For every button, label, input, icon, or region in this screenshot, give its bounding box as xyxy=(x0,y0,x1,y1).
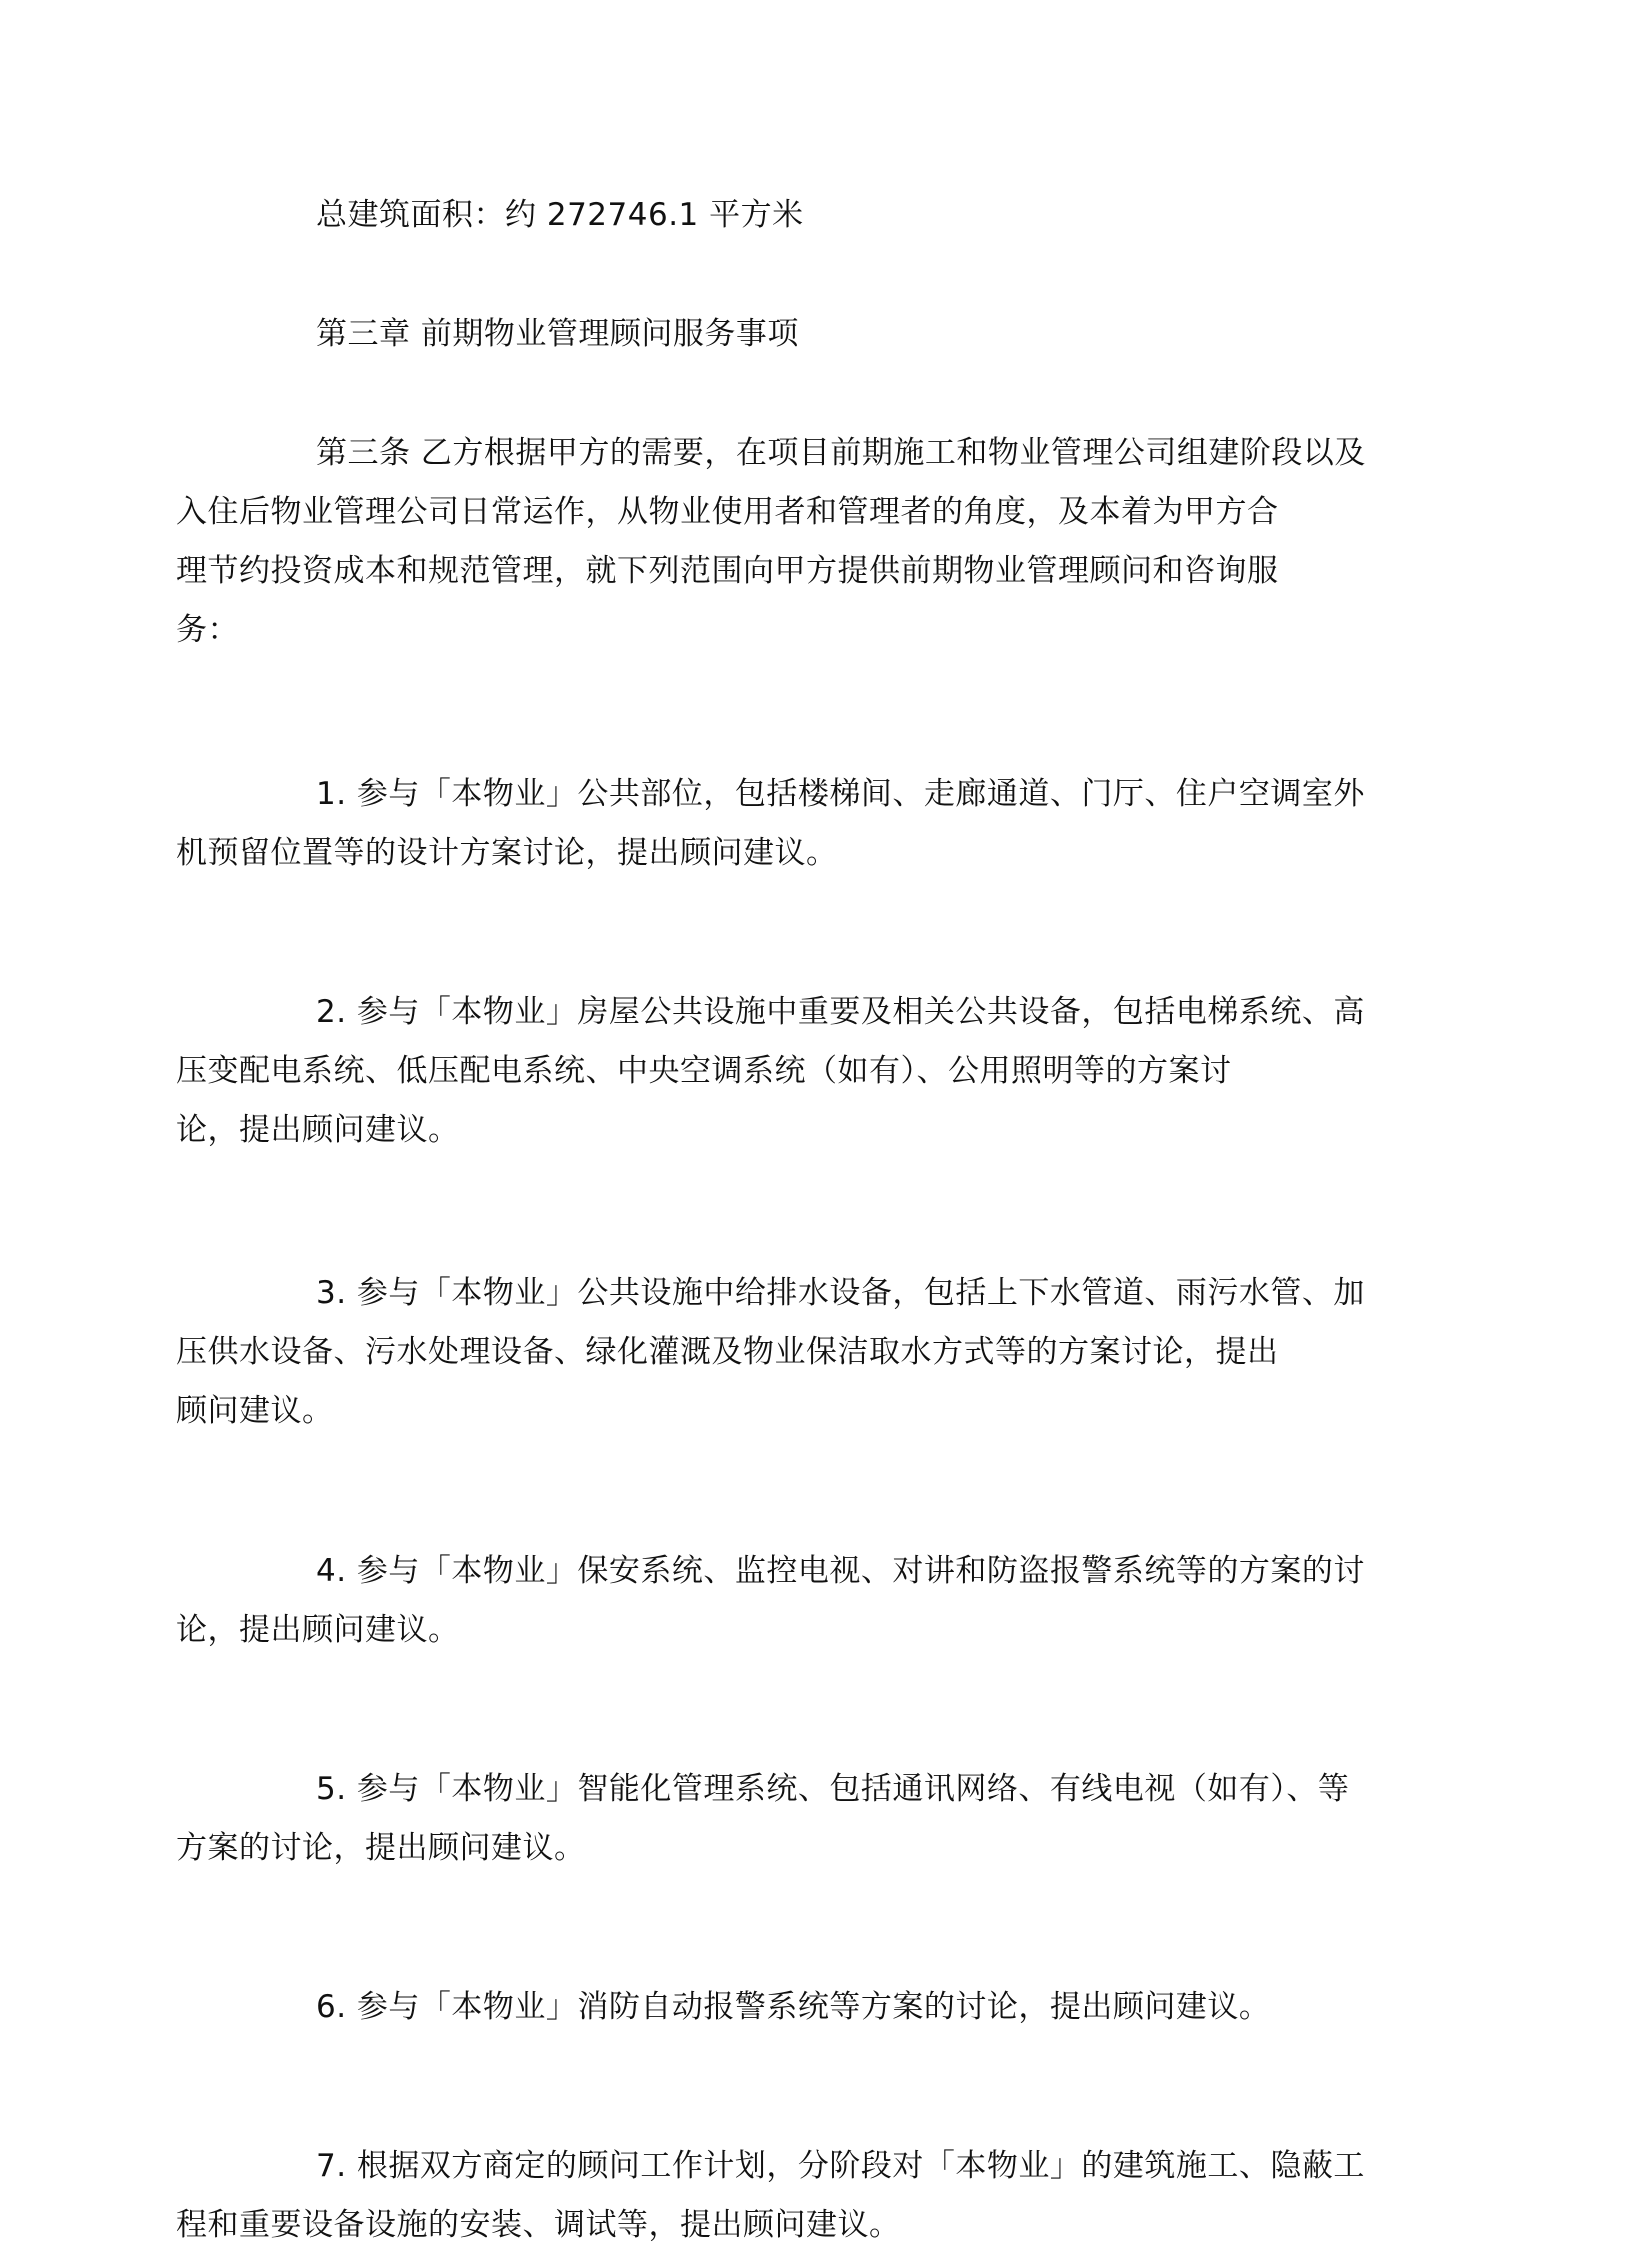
text-line: 压变配电系统、低压配电系统、中央空调系统（如有）、公用照明等的方案讨 xyxy=(176,1053,1232,1089)
list-item-5 xyxy=(176,1760,1370,1878)
text-line: 7. 根据双方商定的顾问工作计划，分阶段对「本物业」的建筑施工、隐蔽工 xyxy=(316,2148,1365,2184)
list-item-3 xyxy=(176,1264,1370,1441)
text-line: 6. 参与「本物业」消防自动报警系统等方案的讨论，提出顾问建议。 xyxy=(316,1989,1271,2025)
list-item-7 xyxy=(176,2137,1370,2255)
list-item-4 xyxy=(176,1542,1370,1660)
chapter-heading xyxy=(238,305,1370,364)
text-line: 1. 参与「本物业」公共部位，包括楼梯间、走廊通道、门厅、住户空调室外 xyxy=(316,776,1365,812)
text-line: 2. 参与「本物业」房屋公共设施中重要及相关公共设备，包括电梯系统、高 xyxy=(316,994,1365,1030)
text-line: 程和重要设备设施的安装、调试等，提出顾问建议。 xyxy=(176,2207,901,2243)
text-line: 方案的讨论，提出顾问建议。 xyxy=(176,1830,586,1866)
text-line: 5. 参与「本物业」智能化管理系统、包括通讯网络、有线电视（如有）、等 xyxy=(316,1771,1350,1807)
text-line: 务： xyxy=(176,612,239,648)
list-item-1 xyxy=(176,765,1370,883)
text-line: 3. 参与「本物业」公共设施中给排水设备，包括上下水管道、雨污水管、加 xyxy=(316,1275,1365,1311)
text-line: 理节约投资成本和规范管理，就下列范围向甲方提供前期物业管理顾问和咨询服 xyxy=(176,553,1279,589)
list-item-2 xyxy=(176,983,1370,1160)
text-line: 第三章 前期物业管理顾问服务事项 xyxy=(316,316,799,352)
text-line: 论，提出顾问建议。 xyxy=(176,1112,460,1148)
text-line: 入住后物业管理公司日常运作，从物业使用者和管理者的角度，及本着为甲方合 xyxy=(176,494,1279,530)
text-line: 总建筑面积：约 272746.1 平方米 xyxy=(316,197,804,233)
text-line: 第三条 乙方根据甲方的需要，在项目前期施工和物业管理公司组建阶段以及 xyxy=(316,435,1366,471)
document-body xyxy=(176,186,1370,2255)
text-line: 压供水设备、污水处理设备、绿化灌溉及物业保洁取水方式等的方案讨论，提出 xyxy=(176,1334,1279,1370)
text-line: 顾问建议。 xyxy=(176,1393,334,1429)
paragraph-article-3 xyxy=(176,424,1370,660)
list-item-6 xyxy=(238,1978,1370,2037)
text-line: 4. 参与「本物业」保安系统、监控电视、对讲和防盗报警系统等的方案的讨 xyxy=(316,1553,1365,1589)
text-line: 机预留位置等的设计方案讨论，提出顾问建议。 xyxy=(176,835,838,871)
paragraph-total-area xyxy=(238,186,1370,245)
text-line: 论，提出顾问建议。 xyxy=(176,1612,460,1648)
